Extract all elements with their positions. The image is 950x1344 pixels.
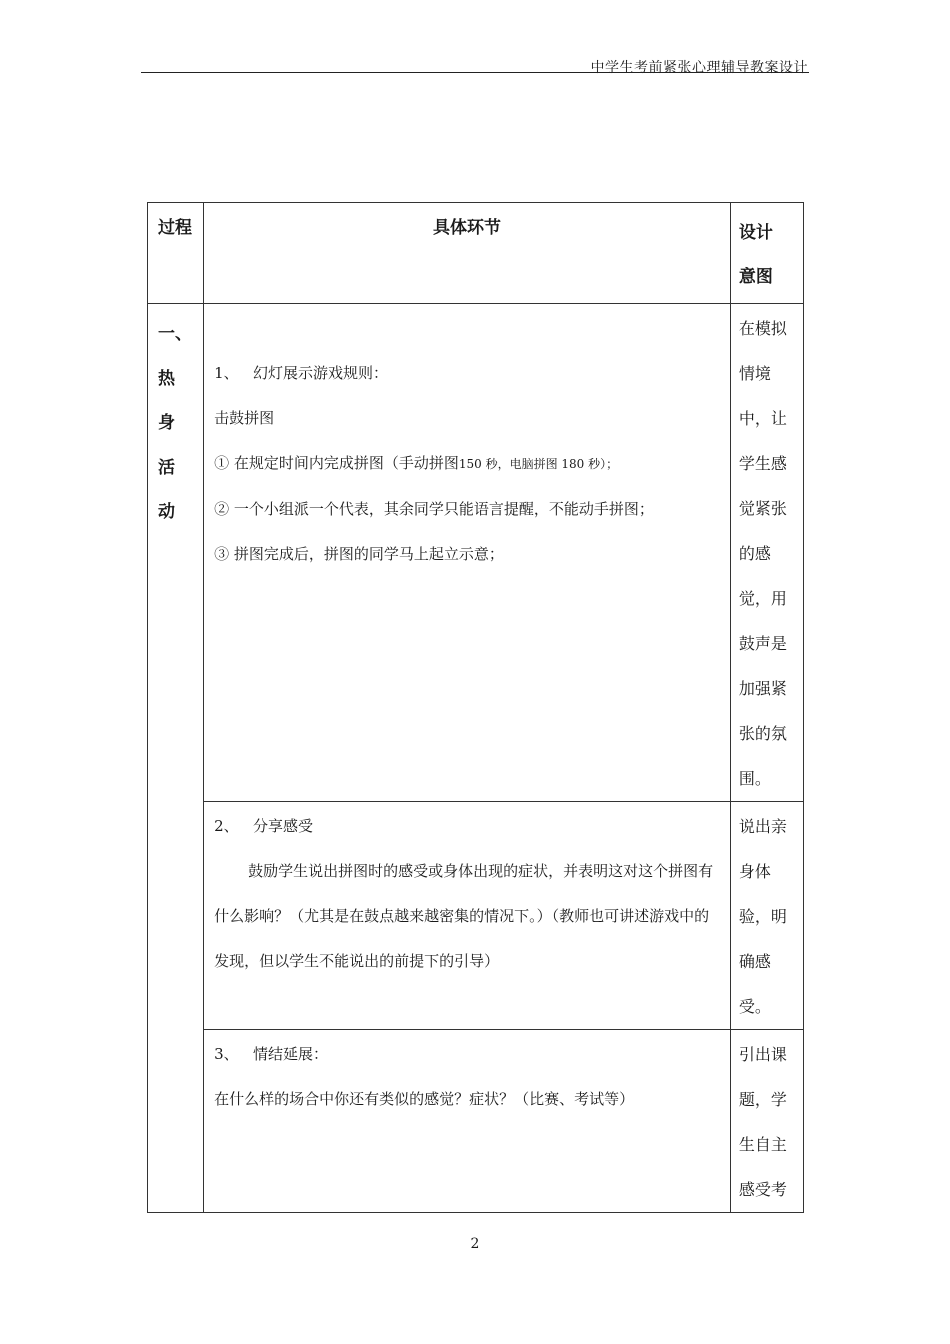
extension-question: 在什么样的场合中你还有类似的感觉？症状？（比赛、考试等）	[214, 1090, 635, 1108]
item-title: 幻灯展示游戏规则：	[252, 364, 388, 382]
steps-cell-game-rules	[204, 304, 731, 802]
share-paragraph: 鼓励学生说出拼图时的感受或身体出现的症状，并表明这对这个拼图有什么影响？（尤其是在鼓点越来越密集的情况下。）（教师也可讲述游戏中的发现，但以学生不能说出的前提下的引导）	[214, 862, 714, 970]
item-heading	[214, 804, 720, 849]
item-number: 3、	[214, 1045, 239, 1063]
header-intent	[730, 203, 803, 304]
intent-line: 觉，用	[738, 589, 787, 608]
process-cell-warmup	[148, 304, 204, 1213]
rule-text: ① 在规定时间内完成拼图（手动拼图	[214, 454, 459, 472]
intent-line: 学生感	[738, 454, 787, 473]
header-rule	[141, 72, 809, 73]
process-label-char: 身	[158, 413, 175, 433]
intent-cell-row1	[730, 304, 803, 802]
process-label-char: 动	[158, 502, 175, 522]
item-title: 情结延展：	[252, 1045, 328, 1063]
intent-cell-row2	[730, 802, 803, 1030]
header-intent-line: 意图	[738, 267, 773, 287]
intent-line: 围。	[738, 769, 771, 788]
table-header-row	[148, 203, 804, 304]
intent-line: 觉紧张	[738, 499, 787, 518]
steps-cell-extension	[204, 1030, 731, 1213]
lesson-plan-table	[147, 202, 804, 1213]
item-number: 2、	[214, 817, 239, 835]
item-number: 1、	[214, 364, 239, 382]
table-row	[148, 304, 804, 802]
intent-line: 题，学	[738, 1090, 787, 1109]
table-row	[148, 802, 804, 1030]
intent-line: 张的氛	[738, 724, 787, 743]
intent-line: 情境	[738, 364, 771, 383]
intent-line: 确感	[738, 952, 771, 971]
intent-line: 引出课	[738, 1045, 787, 1064]
header-steps: 具体环节	[204, 203, 731, 304]
rule-text-small: 150 秒，电脑拼图 180 秒）；	[458, 457, 619, 471]
item-heading	[214, 1032, 720, 1077]
intent-line: 受。	[738, 997, 771, 1016]
intent-cell-row3	[730, 1030, 803, 1213]
header-intent-line: 设计	[738, 223, 773, 243]
table-row	[148, 1030, 804, 1213]
process-label-char: 热	[158, 368, 175, 389]
intent-line: 加强紧	[738, 679, 787, 698]
process-label-char: 活	[158, 457, 175, 478]
rule-item: ③ 拼图完成后，拼图的同学马上起立示意；	[214, 545, 504, 563]
running-header: 中学生考前紧张心理辅导教案设计	[590, 60, 808, 76]
item-heading	[214, 351, 720, 396]
rule-item: ② 一个小组派一个代表，其余同学只能语言提醒，不能动手拼图；	[214, 500, 654, 518]
header-process: 过程	[148, 203, 204, 304]
intent-line: 鼓声是	[738, 634, 787, 653]
intent-line: 中，让	[738, 409, 787, 428]
intent-line: 的感	[738, 544, 771, 563]
intent-line: 验，明	[738, 907, 787, 926]
page-number: 2	[470, 1236, 480, 1252]
intent-line: 感受考	[738, 1180, 787, 1199]
rule-item	[214, 441, 720, 487]
intent-line: 说出亲	[738, 817, 787, 836]
intent-line: 在模拟	[738, 319, 787, 338]
item-title: 分享感受	[252, 817, 313, 835]
steps-cell-share	[204, 802, 731, 1030]
intent-line: 生自主	[738, 1135, 787, 1154]
game-name: 击鼓拼图	[214, 409, 275, 427]
process-label-char: 一、	[158, 324, 192, 344]
intent-line: 身体	[738, 862, 771, 881]
